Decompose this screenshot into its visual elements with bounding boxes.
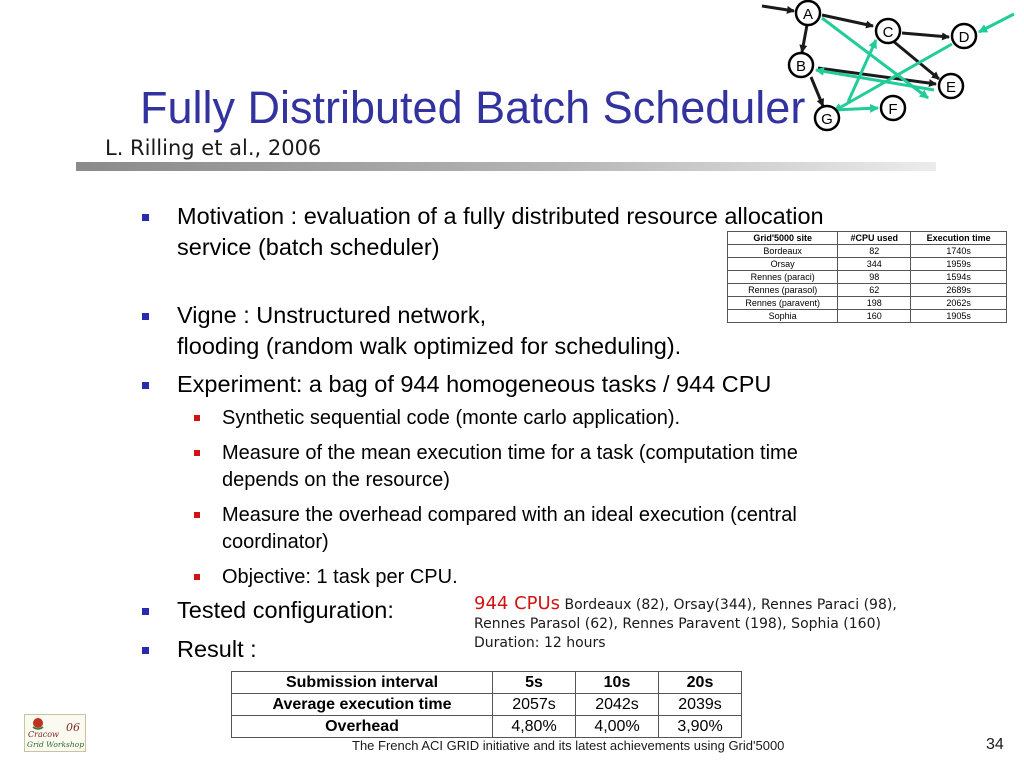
table-header-cell: 20s	[659, 672, 742, 694]
graph-edge	[802, 25, 807, 52]
table-header-cell: 10s	[576, 672, 659, 694]
svg-text:06: 06	[66, 721, 80, 734]
table-row	[728, 245, 1007, 258]
table-header-cell: Submission interval	[232, 672, 493, 694]
bullet-tested-config	[177, 595, 394, 626]
walk-edge	[979, 14, 1014, 32]
table-cell: 1740s	[911, 245, 1007, 258]
table-header-cell: Grid'5000 site	[728, 232, 838, 245]
svg-text:C: C	[882, 24, 894, 41]
table-cell: Rennes (paraci)	[728, 271, 838, 284]
table-row	[728, 258, 1007, 271]
sub-bullet-line: coordinator)	[222, 531, 329, 553]
table-cell: Orsay	[728, 258, 838, 271]
graph-node-d	[952, 24, 976, 48]
table-row	[728, 284, 1007, 297]
table-header-row	[728, 232, 1007, 245]
config-duration: Duration: 12 hours	[474, 635, 606, 651]
bullet-line: Motivation : evaluation of a fully distributed resource allocation	[177, 203, 824, 229]
sub-bullet-marker	[194, 512, 200, 518]
svg-text:D: D	[958, 29, 970, 46]
bullet-line: Experiment: a bag of 944 homogeneous tasks / 944 CPU	[177, 371, 772, 397]
sub-bullet-line: Measure of the mean execution time for a task (computation time	[222, 442, 798, 464]
graph-node-e	[939, 74, 963, 98]
graph-node-c	[876, 19, 900, 43]
config-sites-line: Rennes Parasol (62), Rennes Paravent (198), Sophia (160)	[474, 616, 881, 632]
table-header-cell: #CPU used	[838, 232, 911, 245]
sub-bullet-line: Measure the overhead compared with an ideal execution (central	[222, 504, 797, 526]
svg-text:F: F	[888, 101, 898, 118]
table-cell: 2039s	[659, 694, 742, 716]
svg-text:G: G	[821, 111, 833, 128]
sub-bullet-line: depends on the resource)	[222, 469, 450, 491]
bullet-line: Tested configuration:	[177, 597, 394, 623]
svg-text:B: B	[795, 58, 807, 75]
logo-emblem-icon	[33, 718, 43, 728]
sub-bullet-marker	[194, 415, 200, 421]
sub-bullet-line: Synthetic sequential code (monte carlo application).	[222, 407, 681, 429]
cpu-count-highlight: 944 CPUs	[474, 593, 561, 614]
workshop-logo	[24, 714, 86, 752]
graph-node-b	[789, 53, 813, 77]
table-cell: 1905s	[911, 310, 1007, 323]
table-cell: 2042s	[576, 694, 659, 716]
sub-bullet-synthetic	[222, 405, 680, 432]
sub-bullet-marker	[194, 450, 200, 456]
slide-subtitle: L. Rilling et al., 2006	[105, 136, 322, 160]
sub-bullet-measure-mean	[222, 440, 798, 494]
table-cell: Bordeaux	[728, 245, 838, 258]
table-cell: 344	[838, 258, 911, 271]
sites-table	[727, 231, 1007, 323]
bullet-result	[177, 634, 257, 665]
table-row	[232, 716, 742, 738]
table-cell: 1594s	[911, 271, 1007, 284]
sub-bullet-line: Objective: 1 task per CPU.	[222, 566, 458, 588]
svg-text:Grid Workshop: Grid Workshop	[27, 740, 85, 749]
table-cell: 2062s	[911, 297, 1007, 310]
page-number: 34	[986, 736, 1004, 753]
table-cell: 82	[838, 245, 911, 258]
table-cell: 62	[838, 284, 911, 297]
bullet-marker	[142, 608, 149, 615]
bullet-experiment	[177, 369, 771, 400]
bullet-marker	[142, 214, 149, 221]
bullet-marker	[142, 647, 149, 654]
table-cell: Rennes (paravent)	[728, 297, 838, 310]
table-cell: 4,00%	[576, 716, 659, 738]
sub-bullet-overhead	[222, 502, 797, 556]
table-cell: 3,90%	[659, 716, 742, 738]
table-cell: 4,80%	[493, 716, 576, 738]
table-cell: Rennes (parasol)	[728, 284, 838, 297]
graph-edge	[902, 33, 949, 37]
bullet-marker	[142, 313, 149, 320]
configuration-note	[474, 594, 1014, 653]
bullet-line: Vigne : Unstructured network,	[177, 302, 487, 328]
bullet-marker	[142, 382, 149, 389]
table-cell: 98	[838, 271, 911, 284]
table-cell: Sophia	[728, 310, 838, 323]
svg-text:Cracow: Cracow	[28, 730, 59, 739]
row-header-cell: Overhead	[232, 716, 493, 738]
walk-edge	[833, 108, 878, 110]
bullet-line: flooding (random walk optimized for scheduling).	[177, 333, 682, 359]
svg-text:E: E	[945, 79, 957, 96]
table-cell: 160	[838, 310, 911, 323]
bullet-line: service (batch scheduler)	[177, 234, 440, 260]
graph-node-g	[815, 106, 839, 130]
table-cell: 2057s	[493, 694, 576, 716]
graph-edge	[811, 77, 823, 106]
slide-footer: The French ACI GRID initiative and its latest achievements using Grid'5000	[352, 738, 785, 753]
table-row	[728, 297, 1007, 310]
bullet-line: Result :	[177, 636, 257, 662]
table-header-row	[232, 672, 742, 694]
graph-edge	[762, 6, 794, 11]
config-sites-line: Bordeaux (82), Orsay(344), Rennes Paraci (98),	[560, 597, 897, 613]
table-cell: 2689s	[911, 284, 1007, 297]
title-divider	[76, 162, 936, 171]
sub-bullet-marker	[194, 574, 200, 580]
row-header-cell: Average execution time	[232, 694, 493, 716]
sub-bullet-objective	[222, 564, 458, 591]
table-row	[232, 694, 742, 716]
table-cell: 198	[838, 297, 911, 310]
table-header-cell: 5s	[493, 672, 576, 694]
bullet-vigne	[177, 300, 681, 362]
svg-text:A: A	[802, 6, 814, 23]
table-row	[728, 271, 1007, 284]
table-header-cell: Execution time	[911, 232, 1007, 245]
graph-node-a	[796, 1, 820, 25]
results-table	[231, 671, 742, 738]
table-cell: 1959s	[911, 258, 1007, 271]
table-row	[728, 310, 1007, 323]
graph-node-f	[881, 96, 905, 120]
slide-title: Fully Distributed Batch Scheduler	[140, 82, 806, 133]
